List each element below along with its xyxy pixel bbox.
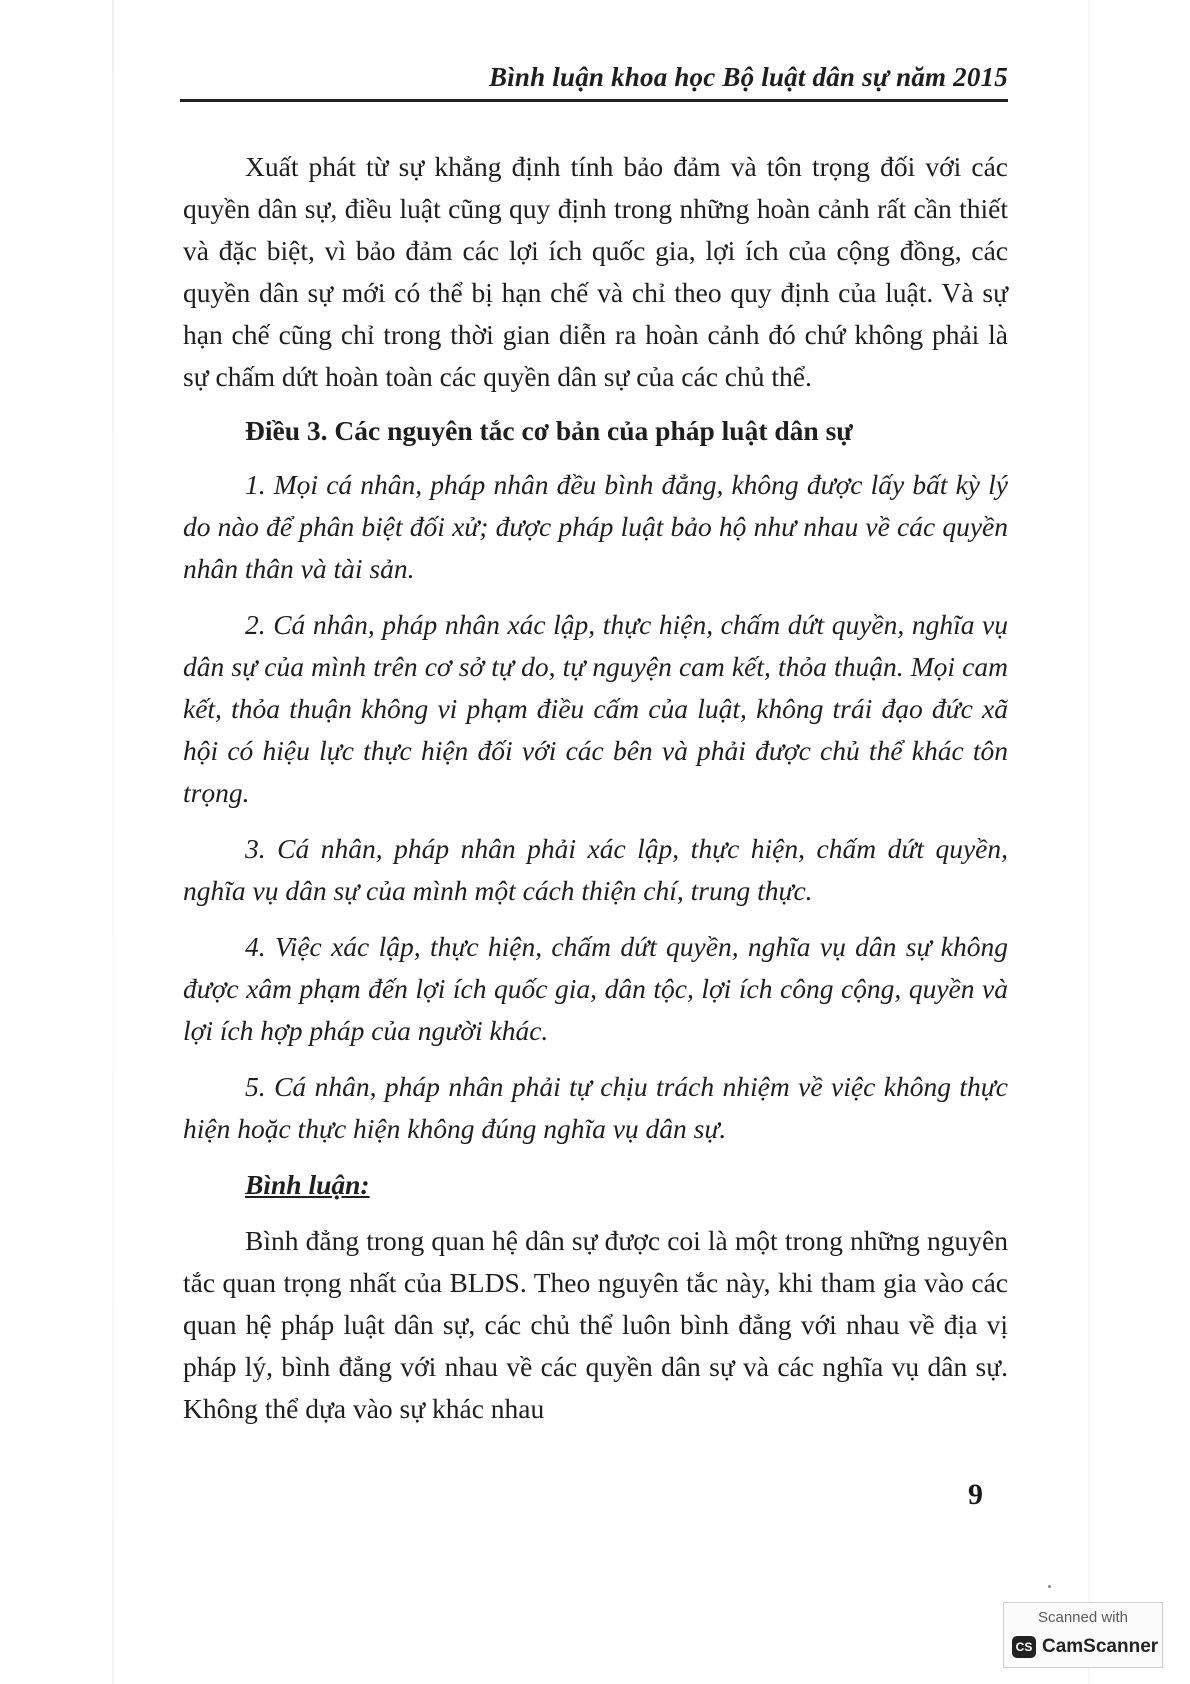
page-body xyxy=(183,146,1008,1430)
book-title: Bình luận khoa học Bộ luật dân sự năm 2015 xyxy=(489,62,1008,92)
intro-paragraph: Xuất phát từ sự khẳng định tính bảo đảm và tôn trọng đối với các quyền dân sự, điều luật cũng quy định trong những hoàn cảnh rất cần thiết và đặc biệt, vì bảo đảm các lợi ích quốc gia, lợi ích của cộng đồng, các quyền dân sự mới có thể bị hạn chế và chỉ theo quy định của luật. Và sự hạn chế cũng chỉ trong thời gian diễn ra hoàn cảnh đó chứ không phải là sự chấm dứt hoàn toàn các quyền dân sự của các chủ thể. xyxy=(183,151,1008,392)
watermark-brand: CamScanner xyxy=(1042,1636,1159,1657)
clause-3: 3. Cá nhân, pháp nhân phải xác lập, thực hiện, chấm dứt quyền, nghĩa vụ dân sự của mình một cách thiện chí, trung thực. xyxy=(183,833,1008,906)
scan-edge-right xyxy=(1088,0,1090,1684)
camscanner-logo-icon: CS xyxy=(1012,1636,1036,1658)
scan-speck xyxy=(1048,1585,1051,1588)
clause-4: 4. Việc xác lập, thực hiện, chấm dứt quyền, nghĩa vụ dân sự không được xâm phạm đến lợi ích quốc gia, dân tộc, lợi ích công cộng, quyền và lợi ích hợp pháp của người khác. xyxy=(183,931,1008,1046)
clause-2: 2. Cá nhân, pháp nhân xác lập, thực hiện, chấm dứt quyền, nghĩa vụ dân sự của mình trên cơ sở tự do, tự nguyện cam kết, thỏa thuận. Mọi cam kết, thỏa thuận không vi phạm điều cấm của luật, không trái đạo đức xã hội có hiệu lực thực hiện đối với các bên và phải được chủ thể khác tôn trọng. xyxy=(183,609,1008,808)
camscanner-watermark xyxy=(1003,1602,1163,1668)
clause-5: 5. Cá nhân, pháp nhân phải tự chịu trách nhiệm về việc không thực hiện hoặc thực hiện không đúng nghĩa vụ dân sự. xyxy=(183,1071,1008,1144)
commentary-paragraph: Bình đẳng trong quan hệ dân sự được coi là một trong những nguyên tắc quan trọng nhất của BLDS. Theo nguyên tắc này, khi tham gia vào các quan hệ pháp luật dân sự, các chủ thể luôn bình đẳng với nhau về địa vị pháp lý, bình đẳng với nhau về các quyền dân sự và các nghĩa vụ dân sự. Không thể dựa vào sự khác nhau xyxy=(183,1225,1008,1424)
watermark-caption: Scanned with xyxy=(1037,1609,1129,1626)
article-heading: Điều 3. Các nguyên tắc cơ bản của pháp luật dân sự xyxy=(245,415,853,446)
scan-edge-left xyxy=(112,0,114,1684)
clause-1: 1. Mọi cá nhân, pháp nhân đều bình đẳng, không được lấy bất kỳ lý do nào để phân biệt đối xử; được pháp luật bảo hộ như nhau về các quyền nhân thân và tài sản. xyxy=(183,469,1008,584)
running-header xyxy=(180,62,1008,102)
page-number: 9 xyxy=(968,1478,983,1511)
commentary-heading: Bình luận: xyxy=(245,1169,370,1200)
